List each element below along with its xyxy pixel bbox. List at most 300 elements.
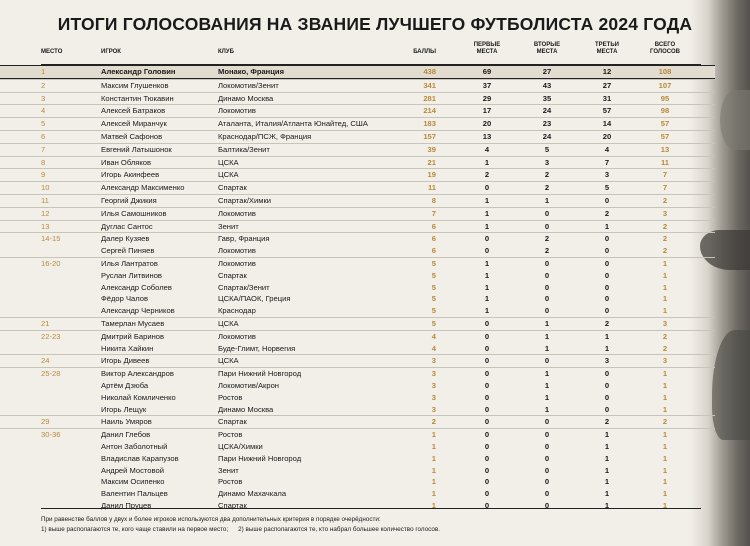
cell-player: Александр Соболев <box>101 282 172 292</box>
cell-total: 3 <box>662 208 668 218</box>
cell-club: Гавр, Франция <box>218 234 270 244</box>
cell-first: 0 <box>484 356 490 366</box>
cell-third: 1 <box>604 489 610 499</box>
table-row <box>0 79 715 92</box>
table-row <box>0 104 715 117</box>
cell-player: Матвей Сафонов <box>101 131 163 141</box>
cell-club: Балтика/Зенит <box>218 144 270 154</box>
cell-place: 8 <box>41 157 46 167</box>
header-place: МЕСТО <box>41 49 63 55</box>
table-row <box>0 117 715 130</box>
cell-points: 3 <box>431 369 436 379</box>
cell-first: 1 <box>484 270 490 280</box>
cell-player: Сергей Пиняев <box>101 246 155 256</box>
cell-second: 2 <box>544 183 550 193</box>
cell-third: 0 <box>604 246 610 256</box>
cell-second: 0 <box>544 258 550 268</box>
cell-place: 1 <box>41 67 46 76</box>
cell-place: 3 <box>41 93 46 103</box>
cell-third: 12 <box>602 67 612 76</box>
cell-third: 31 <box>602 93 612 103</box>
cell-second: 0 <box>544 221 550 231</box>
cell-total: 2 <box>662 343 668 353</box>
cell-points: 5 <box>431 282 436 292</box>
cell-total: 3 <box>662 318 668 328</box>
cell-third: 5 <box>604 183 610 193</box>
cell-third: 0 <box>604 270 610 280</box>
cell-first: 13 <box>482 131 492 141</box>
cell-total: 1 <box>662 404 668 414</box>
cell-points: 5 <box>431 318 436 328</box>
cell-points: 21 <box>427 157 436 167</box>
cell-place: 4 <box>41 106 46 116</box>
cell-total: 1 <box>662 489 668 499</box>
cell-third: 0 <box>604 404 610 414</box>
cell-club: Спартак/Химки <box>218 195 272 205</box>
cell-first: 1 <box>484 157 490 167</box>
table-header <box>0 42 715 64</box>
cell-total: 108 <box>658 67 672 76</box>
cell-first: 0 <box>484 465 490 475</box>
cell-club: Локомотив <box>218 246 256 256</box>
cell-second: 0 <box>544 500 550 510</box>
cell-club: Локомотив/Зенит <box>218 80 279 90</box>
cell-club: Ростов <box>218 430 243 440</box>
cell-third: 0 <box>604 369 610 379</box>
cell-points: 1 <box>431 500 436 510</box>
cell-first: 0 <box>484 331 490 341</box>
cell-club: Пари Нижний Новгород <box>218 453 302 463</box>
cell-club: Спартак <box>218 270 247 280</box>
cell-first: 1 <box>484 306 490 316</box>
table-row <box>0 156 715 169</box>
cell-second: 5 <box>544 144 550 154</box>
cell-first: 0 <box>484 183 490 193</box>
cell-second: 23 <box>542 119 552 129</box>
header-total-votes: ВСЕГО ГОЛОСОВ <box>650 42 680 55</box>
cell-player: Фёдор Чалов <box>101 294 149 304</box>
cell-place: 25-28 <box>41 369 61 379</box>
cell-player: Максим Глушенков <box>101 80 169 90</box>
table-row <box>0 65 715 79</box>
cell-second: 1 <box>544 343 550 353</box>
cell-first: 0 <box>484 477 490 487</box>
table-row <box>0 453 715 465</box>
cell-place: 13 <box>41 221 50 231</box>
cell-third: 0 <box>604 392 610 402</box>
cell-points: 7 <box>431 208 436 218</box>
cell-points: 183 <box>423 119 436 129</box>
cell-points: 5 <box>431 258 436 268</box>
cell-third: 0 <box>604 306 610 316</box>
cell-place: 29 <box>41 417 50 427</box>
cell-club: Буде-Глимт, Норвегия <box>218 343 296 353</box>
cell-third: 0 <box>604 195 610 205</box>
cell-total: 1 <box>662 258 668 268</box>
cell-place: 22-23 <box>41 331 61 341</box>
cell-first: 1 <box>484 258 490 268</box>
cell-second: 0 <box>544 417 550 427</box>
table-row <box>0 488 715 500</box>
cell-total: 3 <box>662 356 668 366</box>
cell-place: 6 <box>41 131 46 141</box>
cell-points: 2 <box>431 417 436 427</box>
cell-points: 1 <box>431 453 436 463</box>
cell-total: 13 <box>660 144 670 154</box>
cell-points: 1 <box>431 430 436 440</box>
cell-total: 98 <box>660 106 670 116</box>
cell-player: Дмитрий Баринов <box>101 331 165 341</box>
cell-player: Наиль Умяров <box>101 417 152 427</box>
cell-first: 1 <box>484 195 490 205</box>
cell-third: 14 <box>602 119 612 129</box>
cell-points: 3 <box>431 380 436 390</box>
cell-total: 2 <box>662 234 668 244</box>
cell-first: 1 <box>484 221 490 231</box>
cell-third: 2 <box>604 417 610 427</box>
cell-third: 57 <box>602 106 612 116</box>
cell-first: 37 <box>482 80 492 90</box>
cell-first: 0 <box>484 441 490 451</box>
cell-player: Далер Кузяев <box>101 234 150 244</box>
cell-points: 19 <box>427 170 436 180</box>
cell-points: 11 <box>427 183 436 193</box>
cell-total: 1 <box>662 430 668 440</box>
cell-third: 2 <box>604 318 610 328</box>
cell-third: 1 <box>604 221 610 231</box>
cell-club: ЦСКА/Химки <box>218 441 263 451</box>
cell-club: Зенит <box>218 221 239 231</box>
table-row <box>0 476 715 488</box>
cell-total: 1 <box>662 477 668 487</box>
cell-club: ЦСКА <box>218 170 239 180</box>
cell-third: 0 <box>604 234 610 244</box>
cell-third: 0 <box>604 294 610 304</box>
cell-first: 0 <box>484 246 490 256</box>
cell-points: 4 <box>431 331 436 341</box>
cell-second: 43 <box>542 80 552 90</box>
table-row <box>0 282 715 294</box>
cell-first: 29 <box>482 93 492 103</box>
table-row <box>0 380 715 392</box>
table-row <box>0 305 715 317</box>
cell-club: Ростов <box>218 477 243 487</box>
cell-first: 0 <box>484 234 490 244</box>
table-row <box>0 415 715 428</box>
cell-third: 1 <box>604 453 610 463</box>
cell-player: Александр Головин <box>101 67 176 76</box>
cell-club: Локомотив/Акрон <box>218 380 280 390</box>
header-second-places: ВТОРЫЕ МЕСТА <box>533 42 561 55</box>
cell-first: 69 <box>482 67 492 76</box>
cell-second: 0 <box>544 477 550 487</box>
cell-second: 1 <box>544 404 550 414</box>
cell-total: 2 <box>662 417 668 427</box>
cell-first: 0 <box>484 417 490 427</box>
cell-first: 4 <box>484 144 490 154</box>
table-row <box>0 317 715 330</box>
cell-first: 0 <box>484 489 490 499</box>
cell-club: Краснодар/ПСЖ, Франция <box>218 131 312 141</box>
table-row <box>0 343 715 355</box>
cell-third: 1 <box>604 477 610 487</box>
cell-player: Дуглас Сантос <box>101 221 153 231</box>
table-row <box>0 293 715 305</box>
cell-points: 39 <box>427 144 436 154</box>
cell-player: Александр Максименко <box>101 183 185 193</box>
table-row <box>0 245 715 257</box>
cell-total: 2 <box>662 221 668 231</box>
cell-total: 2 <box>662 246 668 256</box>
cell-points: 438 <box>423 67 436 76</box>
table-row <box>0 257 715 270</box>
cell-first: 0 <box>484 404 490 414</box>
page-title: ИТОГИ ГОЛОСОВАНИЯ НА ЗВАНИЕ ЛУЧШЕГО ФУТБОЛИСТА 2024 ГОДА <box>57 14 693 34</box>
cell-second: 0 <box>544 465 550 475</box>
table-row <box>0 194 715 207</box>
cell-points: 3 <box>431 392 436 402</box>
cell-first: 17 <box>482 106 492 116</box>
cell-player: Иван Обляков <box>101 157 152 167</box>
cell-total: 1 <box>662 500 668 510</box>
cell-player: Алексей Миранчук <box>101 119 167 129</box>
header-third-places: ТРЕТЬИ МЕСТА <box>595 42 619 55</box>
cell-total: 1 <box>662 380 668 390</box>
cell-second: 0 <box>544 441 550 451</box>
cell-place: 14-15 <box>41 234 61 244</box>
cell-points: 1 <box>431 489 436 499</box>
cell-place: 24 <box>41 356 50 366</box>
table-row <box>0 92 715 105</box>
cell-second: 3 <box>544 157 550 167</box>
cell-second: 0 <box>544 294 550 304</box>
table-row <box>0 130 715 143</box>
cell-club: Ростов <box>218 392 243 402</box>
cell-place: 12 <box>41 208 50 218</box>
cell-total: 1 <box>662 392 668 402</box>
table-row <box>0 354 715 367</box>
table-row <box>0 392 715 404</box>
cell-player: Максим Осипенко <box>101 477 165 487</box>
cell-club: Зенит <box>218 465 239 475</box>
header-first-places: ПЕРВЫЕ МЕСТА <box>473 42 501 55</box>
cell-total: 7 <box>662 170 668 180</box>
cell-second: 0 <box>544 356 550 366</box>
cell-first: 0 <box>484 500 490 510</box>
cell-club: Спартак <box>218 417 247 427</box>
cell-place: 10 <box>41 183 50 193</box>
table-row <box>0 404 715 416</box>
table-row <box>0 465 715 477</box>
cell-third: 1 <box>604 343 610 353</box>
cell-total: 1 <box>662 453 668 463</box>
cell-club: ЦСКА <box>218 318 239 328</box>
cell-second: 2 <box>544 246 550 256</box>
table-row <box>0 270 715 282</box>
cell-total: 57 <box>660 119 670 129</box>
cell-points: 3 <box>431 404 436 414</box>
cell-total: 1 <box>662 465 668 475</box>
results-table <box>0 65 715 512</box>
cell-points: 4 <box>431 343 436 353</box>
cell-place: 9 <box>41 170 46 180</box>
cell-club: Динамо Москва <box>218 404 274 414</box>
cell-first: 0 <box>484 392 490 402</box>
cell-first: 0 <box>484 430 490 440</box>
cell-total: 2 <box>662 331 668 341</box>
cell-player: Игорь Дивеев <box>101 356 150 366</box>
cell-points: 5 <box>431 294 436 304</box>
table-row <box>0 181 715 194</box>
cell-third: 1 <box>604 441 610 451</box>
cell-second: 24 <box>542 131 552 141</box>
cell-points: 6 <box>431 246 436 256</box>
cell-second: 0 <box>544 282 550 292</box>
cell-points: 281 <box>423 93 436 103</box>
cell-club: ЦСКА <box>218 157 239 167</box>
header-points: БАЛЛЫ <box>413 49 436 55</box>
cell-third: 1 <box>604 331 610 341</box>
footnote-line-1: При равенстве баллов у двух и более игроков используются два дополнительных критерия в порядке очерёдности: <box>41 516 381 523</box>
cell-first: 2 <box>484 170 490 180</box>
cell-club: Локомотив <box>218 331 256 341</box>
cell-points: 6 <box>431 221 436 231</box>
cell-player: Александр Черников <box>101 306 175 316</box>
cell-player: Игорь Лещук <box>101 404 147 414</box>
cell-player: Валентин Пальцев <box>101 489 168 499</box>
table-row <box>0 428 715 441</box>
cell-club: Локомотив <box>218 208 256 218</box>
cell-player: Константин Тюкавин <box>101 93 174 103</box>
cell-first: 1 <box>484 282 490 292</box>
cell-player: Илья Лантратов <box>101 258 158 268</box>
cell-second: 1 <box>544 318 550 328</box>
cell-second: 0 <box>544 208 550 218</box>
cell-total: 1 <box>662 306 668 316</box>
cell-player: Георгий Джикия <box>101 195 157 205</box>
cell-first: 0 <box>484 318 490 328</box>
cell-second: 1 <box>544 380 550 390</box>
cell-club: ЦСКА/ПАОК, Греция <box>218 294 291 304</box>
cell-points: 6 <box>431 234 436 244</box>
cell-first: 1 <box>484 294 490 304</box>
cell-points: 5 <box>431 306 436 316</box>
table-row <box>0 330 715 343</box>
cell-first: 0 <box>484 369 490 379</box>
cell-total: 1 <box>662 441 668 451</box>
cell-second: 0 <box>544 453 550 463</box>
cell-player: Владислав Карапузов <box>101 453 179 463</box>
cell-third: 3 <box>604 356 610 366</box>
cell-second: 1 <box>544 195 550 205</box>
cell-third: 20 <box>602 131 612 141</box>
cell-club: ЦСКА <box>218 356 239 366</box>
cell-second: 35 <box>542 93 552 103</box>
cell-club: Пари Нижний Новгород <box>218 369 302 379</box>
cell-third: 1 <box>604 465 610 475</box>
cell-first: 0 <box>484 380 490 390</box>
cell-club: Динамо Махачкала <box>218 489 287 499</box>
cell-third: 27 <box>602 80 612 90</box>
cell-points: 1 <box>431 441 436 451</box>
cell-player: Данил Пруцев <box>101 500 152 510</box>
cell-place: 21 <box>41 318 50 328</box>
cell-third: 7 <box>604 157 610 167</box>
cell-points: 1 <box>431 465 436 475</box>
cell-first: 1 <box>484 208 490 218</box>
cell-third: 1 <box>604 430 610 440</box>
cell-third: 0 <box>604 282 610 292</box>
cell-second: 0 <box>544 430 550 440</box>
footnote <box>41 515 440 534</box>
cell-total: 1 <box>662 270 668 280</box>
cell-player: Антон Заболотный <box>101 441 168 451</box>
cell-points: 214 <box>423 106 436 116</box>
cell-total: 95 <box>660 93 670 103</box>
table-row <box>0 220 715 233</box>
cell-place: 16-20 <box>41 258 61 268</box>
cell-club: Аталанта, Италия/Атланта Юнайтед, США <box>218 119 368 129</box>
cell-club: Спартак <box>218 500 247 510</box>
cell-points: 1 <box>431 477 436 487</box>
cell-club: Локомотив <box>218 258 256 268</box>
cell-second: 24 <box>542 106 552 116</box>
cell-player: Никита Хайкин <box>101 343 154 353</box>
cell-points: 8 <box>431 195 436 205</box>
table-row <box>0 207 715 220</box>
cell-place: 5 <box>41 119 46 129</box>
cell-total: 107 <box>658 80 672 90</box>
cell-third: 1 <box>604 500 610 510</box>
cell-third: 3 <box>604 170 610 180</box>
cell-second: 27 <box>542 67 552 76</box>
cell-points: 5 <box>431 270 436 280</box>
header-player: ИГРОК <box>101 49 121 55</box>
cell-player: Андрей Мостовой <box>101 465 164 475</box>
cell-points: 341 <box>423 80 436 90</box>
cell-club: Спартак <box>218 183 247 193</box>
cell-player: Алексей Батраков <box>101 106 166 116</box>
cell-third: 4 <box>604 144 610 154</box>
cell-points: 3 <box>431 356 436 366</box>
cell-total: 1 <box>662 369 668 379</box>
cell-total: 11 <box>660 157 670 167</box>
cell-third: 2 <box>604 208 610 218</box>
cell-first: 20 <box>482 119 492 129</box>
table-row <box>0 232 715 245</box>
table-bottom-divider <box>41 508 701 509</box>
cell-club: Локомотив <box>218 106 256 116</box>
table-row <box>0 143 715 156</box>
cell-player: Артём Дзюба <box>101 380 149 390</box>
cell-first: 0 <box>484 343 490 353</box>
cell-place: 11 <box>41 195 49 205</box>
cell-player: Виктор Александров <box>101 369 174 379</box>
cell-third: 0 <box>604 258 610 268</box>
cell-total: 1 <box>662 282 668 292</box>
table-row <box>0 500 715 512</box>
cell-second: 2 <box>544 234 550 244</box>
cell-second: 0 <box>544 306 550 316</box>
cell-place: 30-36 <box>41 430 61 440</box>
cell-player: Тамерлан Мусаев <box>101 318 165 328</box>
table-row <box>0 367 715 380</box>
cell-place: 2 <box>41 80 46 90</box>
table-row <box>0 441 715 453</box>
cell-player: Николай Комличенко <box>101 392 176 402</box>
cell-total: 1 <box>662 294 668 304</box>
cell-second: 0 <box>544 489 550 499</box>
